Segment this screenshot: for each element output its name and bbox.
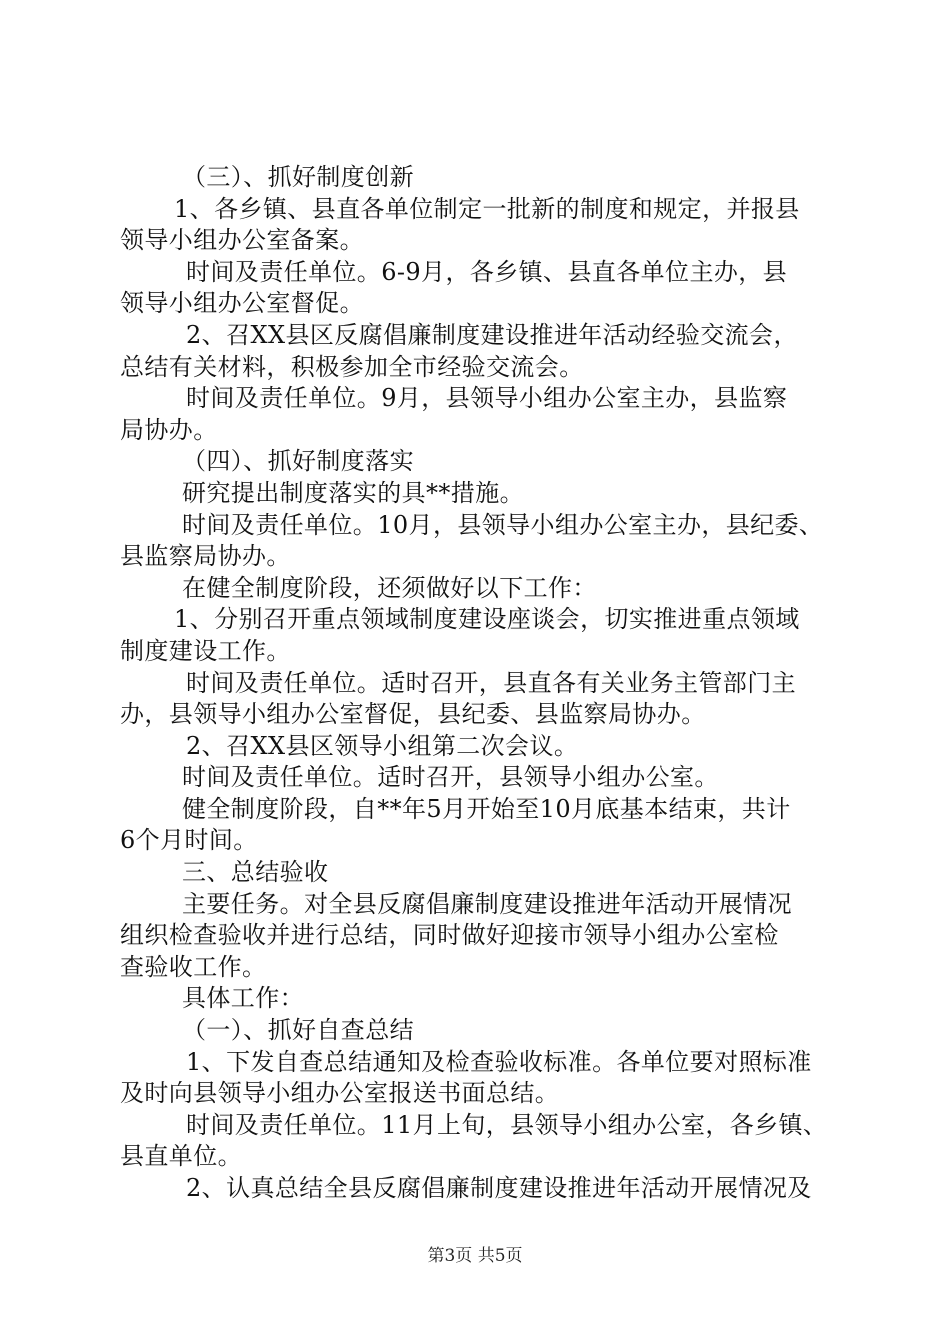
- text-line: 县直单位。: [120, 1142, 242, 1171]
- text-line: 及时向县领导小组办公室报送书面总结。: [120, 1079, 560, 1108]
- text-line: 1、分别召开重点领域制度建设座谈会，切实推进重点领域: [174, 605, 800, 634]
- text-line: 总结有关材料，积极参加全市经验交流会。: [120, 352, 584, 381]
- text-line: 主要任务。对全县反腐倡廉制度建设推进年活动开展情况: [182, 889, 792, 918]
- text-line: 2、召XX县区反腐倡廉制度建设推进年活动经验交流会，: [186, 320, 798, 349]
- text-line: 在健全制度阶段，还须做好以下工作：: [182, 573, 597, 602]
- text-line: 领导小组办公室备案。: [120, 226, 364, 255]
- text-line: 时间及责任单位。10月，县领导小组办公室主办，县纪委、: [182, 510, 824, 539]
- page-footer: 第3页 共5页: [427, 1246, 523, 1266]
- text-line: 局协办。: [120, 415, 218, 444]
- text-line: 时间及责任单位。6-9月，各乡镇、县直各单位主办，县: [186, 257, 788, 286]
- text-line: （三）、抓好制度创新: [182, 163, 414, 191]
- text-line: 1、下发自查总结通知及检查验收标准。各单位要对照标准: [186, 1047, 812, 1076]
- text-line: （四）、抓好制度落实: [182, 447, 414, 476]
- text-line: 研究提出制度落实的具**措施。: [182, 478, 524, 507]
- text-line: 制度建设工作。: [120, 636, 291, 665]
- text-line: 时间及责任单位。适时召开，县直各有关业务主管部门主: [186, 668, 796, 697]
- text-line: 2、召XX县区领导小组第二次会议。: [186, 731, 579, 760]
- text-line: 县监察局协办。: [120, 542, 291, 571]
- text-line: 办，县领导小组办公室督促，县纪委、县监察局协办。: [120, 700, 706, 729]
- text-line: 查验收工作。: [120, 952, 267, 981]
- text-line: 时间及责任单位。11月上旬，县领导小组办公室，各乡镇、: [186, 1110, 828, 1139]
- text-line: 健全制度阶段，自**年5月开始至10月底基本结束，共计: [182, 794, 791, 823]
- text-line: 时间及责任单位。9月，县领导小组办公室主办，县监察: [186, 384, 788, 413]
- text-line: 6个月时间。: [120, 826, 258, 855]
- text-line: 领导小组办公室督促。: [120, 289, 364, 318]
- document-body: [120, 162, 832, 1205]
- text-line: 时间及责任单位。适时召开，县领导小组办公室。: [182, 763, 719, 792]
- text-line: 组织检查验收并进行总结，同时做好迎接市领导小组办公室检: [120, 921, 779, 950]
- text-line: 2、认真总结全县反腐倡廉制度建设推进年活动开展情况及: [186, 1174, 812, 1202]
- text-line: （一）、抓好自查总结: [182, 1016, 414, 1045]
- text-line: 1、各乡镇、县直各单位制定一批新的制度和规定，并报县: [174, 194, 800, 223]
- text-line: 具体工作：: [182, 984, 304, 1013]
- text-line: 三、总结验收: [182, 858, 329, 887]
